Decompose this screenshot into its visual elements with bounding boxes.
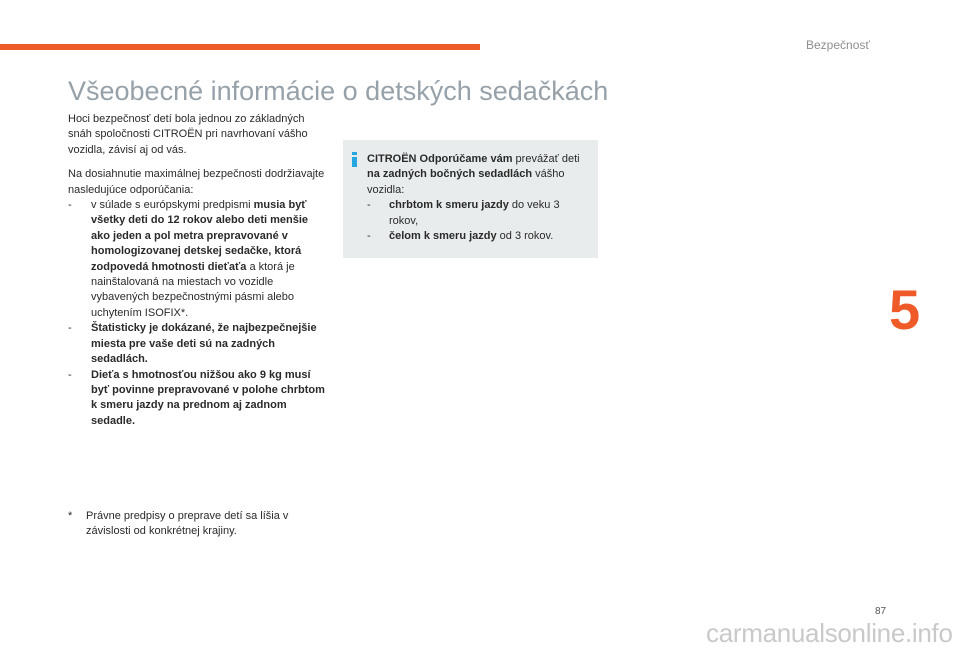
list-dash: - (68, 322, 72, 335)
bold-text-run: Štatisticky je dokázané, že najbezpečnejšie miesta pre vaše deti sú na zadných sedadlách. (91, 322, 317, 366)
bold-text-run: na zadných bočných sedadlách (367, 168, 533, 181)
watermark-text: carmanualsonline.info (706, 618, 953, 648)
list-item (367, 198, 584, 229)
list-item (367, 229, 584, 244)
recommendation-list (68, 198, 330, 429)
footnote-text: Právne predpisy o preprave detí sa líšia v závislosti od konkrétnej krajiny. (86, 510, 289, 538)
footnote-marker: * (68, 510, 73, 522)
list-dash: - (68, 368, 72, 381)
bold-text-run: musia byť všetky deti do 12 rokov alebo deti menšie ako jeden a pol metra prepravované v homologizovanej detskej sedačke, ktorá zodpovedá hmotnosti dieťaťa (91, 199, 309, 273)
note-list (367, 198, 584, 244)
chapter-number: 5 (889, 278, 921, 341)
list-dash: - (68, 199, 72, 212)
section-name: Bezpečnosť (806, 38, 870, 52)
text-run: vášho vozidla: (367, 168, 565, 196)
bold-text-run: CITROËN Odporúčame vám (367, 153, 513, 165)
list-dash: - (367, 199, 371, 212)
info-note-box (343, 140, 598, 258)
recommendation-lead: Na dosiahnutie maximálnej bezpečnosti dodržiavajte nasledujúce odporúčania: (68, 168, 325, 196)
bold-text-run: Dieťa s hmotnosťou nižšou ako 9 kg musí byť povinne prepravované v polohe chrbtom k smeru jazdy na prednom aj zadnom sedadle. (91, 368, 325, 427)
list-item (68, 321, 330, 367)
text-run: prevážať deti (512, 153, 580, 165)
list-item (68, 198, 330, 321)
text-run: do veku 3 rokov, (389, 199, 560, 227)
list-item (68, 368, 330, 430)
bold-text-run: chrbtom k smeru jazdy (389, 199, 509, 212)
text-run: v súlade s európskymi predpismi (91, 199, 254, 212)
header-accent-bar (0, 44, 480, 50)
footnote (68, 509, 330, 540)
bold-text-run: čelom k smeru jazdy (389, 230, 497, 243)
info-icon (352, 152, 357, 167)
list-dash: - (367, 230, 371, 243)
page-title: Všeobecné informácie o detských sedačkách (68, 76, 609, 106)
note-intro (367, 152, 584, 198)
intro-paragraph: Hoci bezpečnosť detí bola jednou zo základných snáh spoločnosti CITROËN pri navrhovaní vášho vozidla, závisí aj od vás. (68, 113, 308, 156)
text-run: a ktorá je nainštalovaná na miestach vo vozidle vybavených bezpečnostnými pásmi alebo uchytením ISOFIX*. (91, 260, 295, 319)
main-text-column (68, 112, 330, 429)
page-number: 87 (875, 606, 887, 617)
text-run: od 3 rokov. (496, 230, 554, 243)
